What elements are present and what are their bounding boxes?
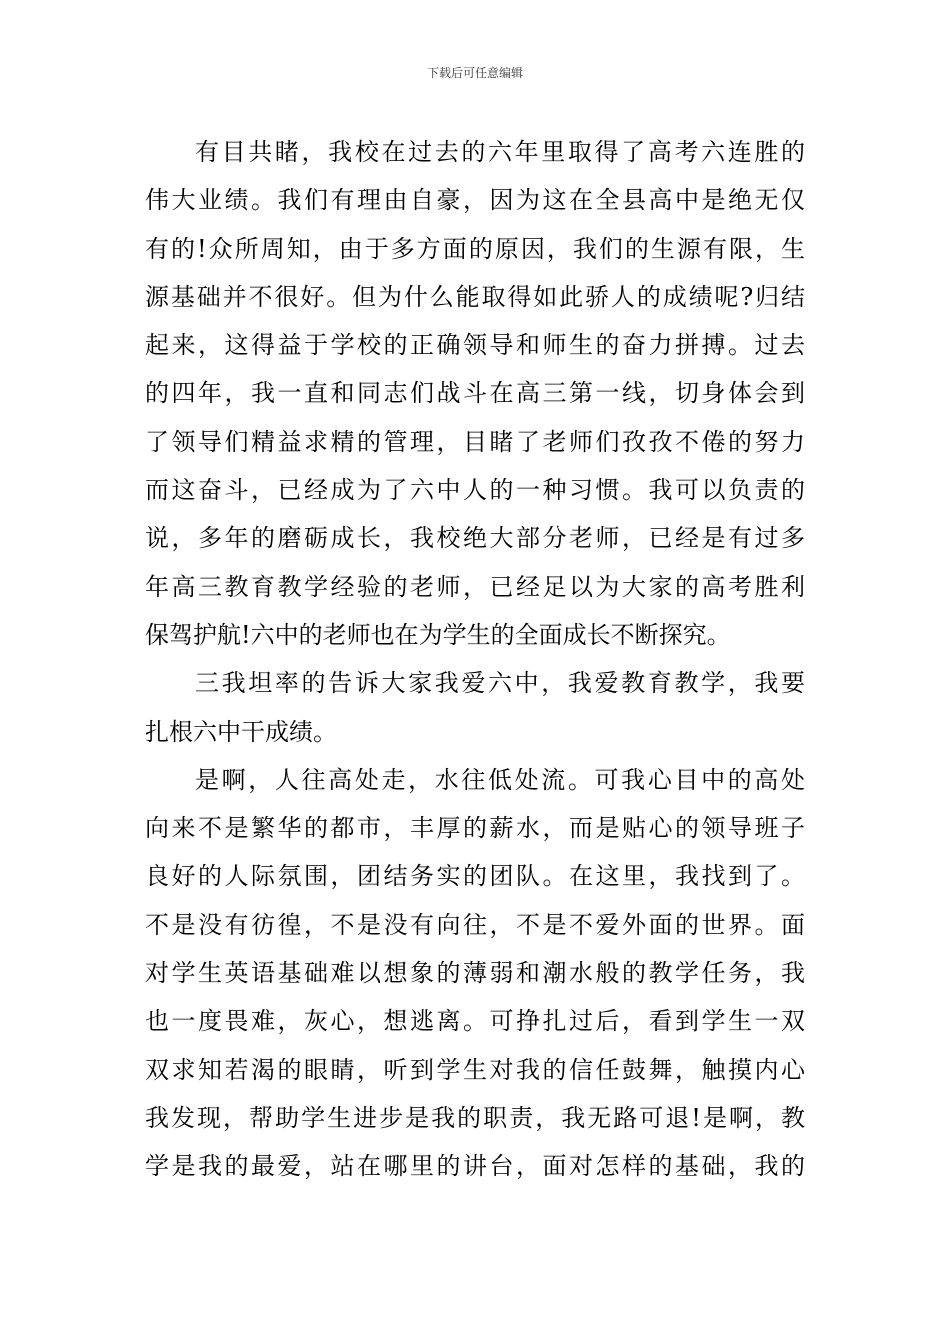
text-line: 起来，这得益于学校的正确领导和师生的奋力拼搏。过去 <box>145 331 805 360</box>
text-line: 良好的人际氛围，团结务实的团队。在这里，我找到了。 <box>145 862 805 891</box>
text-line: 而这奋斗，已经成为了六中人的一种习惯。我可以负责的 <box>145 476 805 505</box>
text-line: 源基础并不很好。但为什么能取得如此骄人的成绩呢?归结 <box>145 282 805 311</box>
text-line: 了领导们精益求精的管理，目睹了老师们孜孜不倦的努力 <box>145 427 805 456</box>
body-text <box>145 128 805 1191</box>
text-line: 三我坦率的告诉大家我爱六中，我爱教育教学，我要 <box>195 669 805 698</box>
text-line: 双求知若渴的眼睛，听到学生对我的信任鼓舞，触摸内心 <box>145 1055 805 1084</box>
text-line: 扎根六中干成绩。 <box>145 717 337 746</box>
text-line: 不是没有彷徨，不是没有向往，不是不爱外面的世界。面 <box>145 910 805 939</box>
text-line: 伟大业绩。我们有理由自豪，因为这在全县高中是绝无仅 <box>145 186 805 215</box>
text-line: 有目共睹，我校在过去的六年里取得了高考六连胜的 <box>195 138 805 166</box>
text-line: 学是我的最爱，站在哪里的讲台，面对怎样的基础，我的 <box>145 1152 805 1181</box>
text-line: 是啊，人往高处走，水往低处流。可我心目中的高处 <box>195 765 805 794</box>
text-line: 保驾护航!六中的老师也在为学生的全面成长不断探究。 <box>145 620 731 649</box>
text-line: 有的!众所周知，由于多方面的原因，我们的生源有限，生 <box>145 234 805 263</box>
text-line: 的四年，我一直和同志们战斗在高三第一线，切身体会到 <box>145 379 805 408</box>
text-line: 说，多年的磨砺成长，我校绝大部分老师，已经是有过多 <box>145 524 805 553</box>
text-line: 年高三教育教学经验的老师，已经足以为大家的高考胜利 <box>145 572 805 601</box>
text-line: 对学生英语基础难以想象的薄弱和潮水般的教学任务，我 <box>145 959 805 988</box>
text-line: 向来不是繁华的都市，丰厚的薪水，而是贴心的领导班子 <box>145 814 805 843</box>
text-line: 我发现，帮助学生进步是我的职责，我无路可退!是啊，教 <box>145 1103 805 1132</box>
page-header: 下载后可任意编辑 <box>426 66 523 80</box>
text-line: 也一度畏难，灰心，想逃离。可挣扎过后，看到学生一双 <box>145 1007 805 1036</box>
